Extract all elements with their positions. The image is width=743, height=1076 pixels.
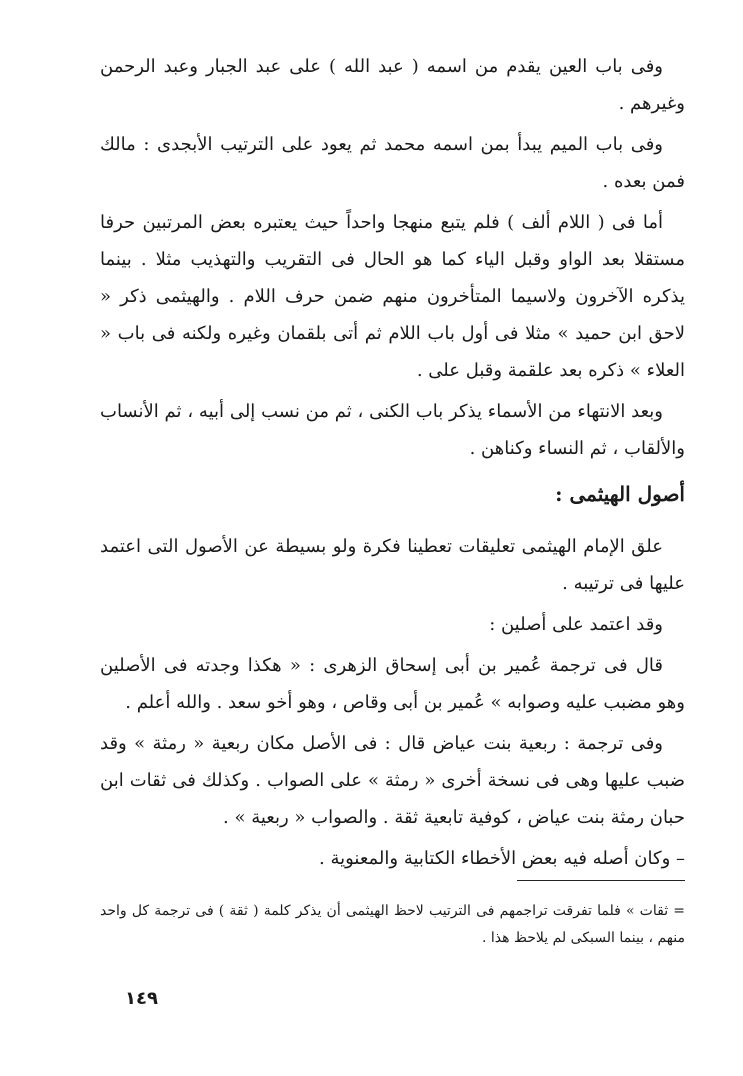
paragraph-rubaiya-entry: وفى ترجمة : ربعية بنت عياض قال : فى الأصل مكان ربعية « رمثة » وقد ضبب عليها وهى فى نسخة أخرى « رمثة » على الصواب . وكذلك فى ثقات ابن حبان رمثة بنت عياض ، كوفية تابعية ثقة . والصواب « ربعية » .: [100, 733, 685, 828]
paragraph-kuna-section: وبعد الانتهاء من الأسماء يذكر باب الكنى ، ثم من نسب إلى أبيه ، ثم الأنساب والألقاب ، ثم النساء وكناهن .: [100, 401, 685, 459]
paragraph-errors-note: – وكان أصله فيه بعض الأخطاء الكتابية والمعنوية .: [319, 848, 685, 869]
paragraph-umair-entry: قال فى ترجمة عُمير بن أبى إسحاق الزهرى : « هكذا وجدته فى الأصلين وهو مضبب عليه وصوابه » عُمير بن أبى وقاص ، وهو أخو سعد . والله أعلم .: [100, 655, 685, 713]
top-paragraphs: [100, 48, 685, 467]
paragraph-mim-chapter: وفى باب الميم يبدأ بمن اسمه محمد ثم يعود على الترتيب الأبجدى : مالك فمن بعده .: [100, 134, 685, 192]
paragraph-two-sources: وقد اعتمد على أصلين :: [489, 614, 663, 635]
footnote-text: = ثقات » فلما تفرقت تراجمهم فى الترتيب لاحظ الهيثمى أن يذكر كلمة ( ثقة ) فى ترجمة كل واحد منهم ، بينما السبكى لم يلاحظ هذا .: [100, 903, 685, 946]
bottom-paragraphs: [100, 528, 685, 877]
paragraph-ain-chapter: وفى باب العين يقدم من اسمه ( عبد الله ) على عبد الجبار وعبد الرحمن وغيرهم .: [100, 56, 685, 114]
footnote-divider: [517, 880, 685, 881]
paragraph-commentary-intro: علق الإمام الهيثمى تعليقات تعطينا فكرة ولو بسيطة عن الأصول التى اعتمد عليها فى ترتيبه .: [100, 536, 685, 594]
section-heading: أصول الهيثمى :: [555, 482, 685, 506]
paragraph-lam-alif: أما فى ( اللام ألف ) فلم يتبع منهجا واحداً حيث يعتبره بعض المرتبين حرفا مستقلا بعد الواو وقبل الياء كما هو الحال فى التقريب والتهذيب مثلا . بينما يذكره الآخرون ولاسيما المتأخرون منهم ضمن حرف اللام . والهيثمى ذكر « لاحق ابن حميد » مثلا فى أول باب اللام ثم أتى بلقمان وغيره ولكنه فى باب « العلاء » ذكره بعد علقمة وقبل على .: [100, 212, 685, 381]
page-number: ١٤٩: [125, 988, 158, 1009]
